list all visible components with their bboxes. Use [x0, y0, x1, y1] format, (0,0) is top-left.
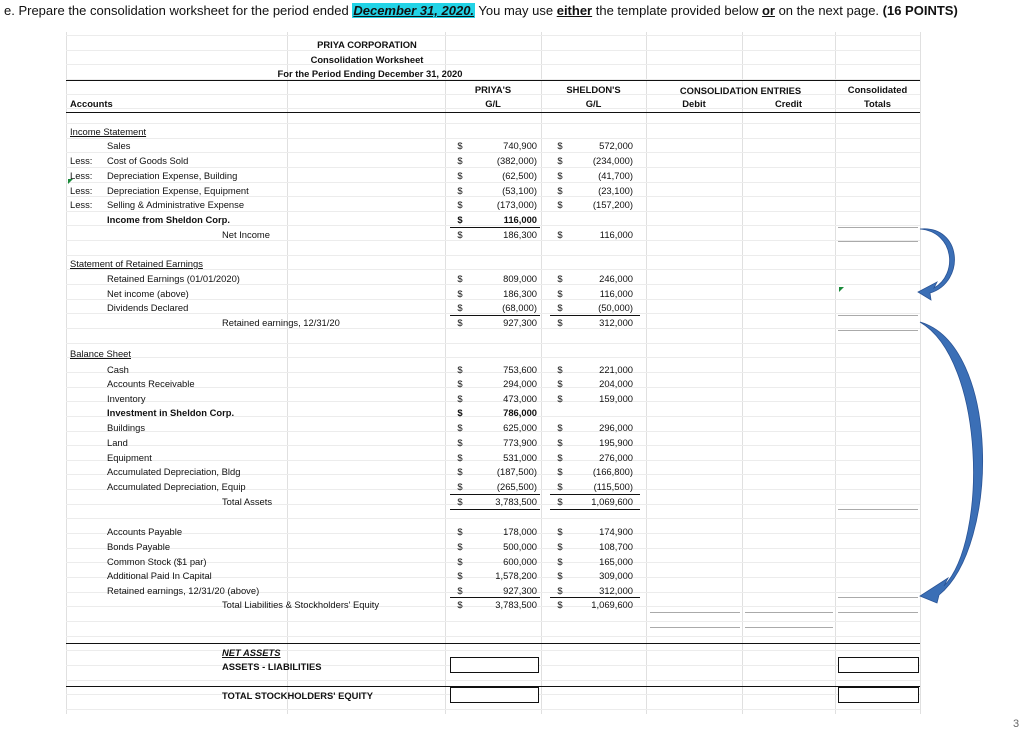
period-title: For the Period Ending December 31, 2020 [277, 68, 463, 79]
currency-symbol: $ [557, 496, 563, 507]
sheldon-value: 204,000 [599, 378, 633, 389]
sheldon-value: 309,000 [599, 570, 633, 581]
sheldon-value: 572,000 [599, 140, 633, 151]
points-label: (16 POINTS) [882, 3, 958, 18]
currency-symbol: $ [557, 437, 563, 448]
sheldon-value: 165,000 [599, 556, 633, 567]
row-label: Total Assets [222, 496, 273, 507]
row-label: Accounts Receivable [107, 378, 195, 389]
currency-symbol: $ [557, 556, 563, 567]
row-label: Cost of Goods Sold [107, 155, 189, 166]
sheldon-value: 108,700 [599, 541, 633, 552]
assets-minus-liabilities-label: ASSETS - LIABILITIES [222, 661, 322, 672]
currency-symbol: $ [457, 140, 463, 151]
row-prefix: Less: [70, 185, 93, 196]
consolidation-entries-header: CONSOLIDATION ENTRIES [679, 85, 802, 96]
currency-symbol: $ [557, 317, 563, 328]
row-label: Retained earnings, 12/31/20 [222, 317, 340, 328]
sheldon-value: 116,000 [599, 288, 633, 299]
currency-symbol: $ [457, 185, 463, 196]
row-label: Bonds Payable [107, 541, 171, 552]
priya-value: (68,000) [502, 302, 537, 313]
row-label: Accumulated Depreciation, Bldg [107, 466, 241, 477]
row-label: Investment in Sheldon Corp. [107, 407, 235, 418]
row-label: Additional Paid In Capital [107, 570, 212, 581]
priya-value: 500,000 [503, 541, 537, 552]
currency-symbol: $ [457, 585, 463, 596]
sheldon-value: (234,000) [592, 155, 633, 166]
sheldon-value: 246,000 [599, 273, 633, 284]
sheldon-value: (166,800) [592, 466, 633, 477]
row-label: Selling & Administrative Expense [107, 199, 245, 210]
sheldon-value: (23,100) [598, 185, 633, 196]
row-label: Depreciation Expense, Building [107, 170, 238, 181]
currency-symbol: $ [457, 556, 463, 567]
priya-header: PRIYA'S [474, 84, 512, 95]
row-label: Equipment [107, 452, 152, 463]
currency-symbol: $ [557, 288, 563, 299]
row-label: Dividends Declared [107, 302, 189, 313]
net-income-arrow [918, 229, 954, 300]
retained-earnings-arrow [920, 322, 983, 603]
row-label: Sales [107, 140, 131, 151]
currency-symbol: $ [457, 214, 463, 225]
row-label: Common Stock ($1 par) [107, 556, 207, 567]
currency-symbol: $ [557, 273, 563, 284]
currency-symbol: $ [557, 481, 563, 492]
currency-symbol: $ [457, 437, 463, 448]
priya-value: 773,900 [503, 437, 537, 448]
or-word: or [761, 3, 775, 18]
row-label: Income from Sheldon Corp. [107, 214, 230, 225]
sheldon-header-gl: G/L [585, 98, 602, 109]
priya-value: 186,300 [503, 288, 537, 299]
sheldon-value: 195,900 [599, 437, 633, 448]
row-label: Accumulated Depreciation, Equip [107, 481, 246, 492]
currency-symbol: $ [457, 481, 463, 492]
currency-symbol: $ [457, 273, 463, 284]
currency-symbol: $ [457, 302, 463, 313]
currency-symbol: $ [557, 393, 563, 404]
either-word: either [556, 3, 593, 18]
currency-symbol: $ [557, 599, 563, 610]
priya-value: 927,300 [503, 317, 537, 328]
row-prefix: Less: [70, 155, 93, 166]
row-label: Total Liabilities & Stockholders' Equity [222, 599, 380, 610]
sheldon-value: 116,000 [599, 229, 633, 240]
currency-symbol: $ [557, 185, 563, 196]
priya-value: 625,000 [503, 422, 537, 433]
accounts-header: Accounts [70, 98, 113, 109]
priya-value: 753,600 [503, 364, 537, 375]
debit-header: Debit [682, 98, 706, 109]
priya-value: 1,578,200 [495, 570, 537, 581]
page-number: 3 [1013, 718, 1020, 730]
priya-header-gl: G/L [485, 98, 501, 109]
credit-header: Credit [774, 98, 803, 109]
currency-symbol: $ [457, 378, 463, 389]
currency-symbol: $ [457, 570, 463, 581]
currency-symbol: $ [557, 199, 563, 210]
row-prefix: Less: [70, 170, 93, 181]
instruction-prefix: e. Prepare the consolidation worksheet for the period ended [4, 3, 353, 18]
currency-symbol: $ [457, 364, 463, 375]
sheldon-value: (41,700) [598, 170, 633, 181]
currency-symbol: $ [457, 541, 463, 552]
currency-symbol: $ [557, 229, 563, 240]
priya-value: (265,500) [496, 481, 537, 492]
priya-value: (382,000) [496, 155, 537, 166]
sheldon-value: 1,069,600 [591, 496, 633, 507]
sheldon-value: 312,000 [599, 317, 633, 328]
priya-value: 178,000 [503, 526, 537, 537]
row-label: Net income (above) [107, 288, 189, 299]
priya-value: 186,300 [503, 229, 537, 240]
row-label: Retained earnings, 12/31/20 (above) [107, 585, 260, 596]
currency-symbol: $ [557, 170, 563, 181]
consolidated-header: Consolidated [847, 84, 908, 95]
income-statement-heading: Income Statement [70, 126, 147, 137]
sheldon-header: SHELDON'S [566, 84, 621, 95]
currency-symbol: $ [457, 422, 463, 433]
totals-header: Totals [864, 98, 891, 109]
sheldon-value: 1,069,600 [591, 599, 633, 610]
priya-value: 473,000 [503, 393, 537, 404]
row-label: Land [107, 437, 128, 448]
currency-symbol: $ [457, 452, 463, 463]
row-label: Retained Earnings (01/01/2020) [107, 273, 240, 284]
currency-symbol: $ [557, 364, 563, 375]
currency-symbol: $ [557, 541, 563, 552]
currency-symbol: $ [457, 155, 463, 166]
currency-symbol: $ [557, 302, 563, 313]
currency-symbol: $ [457, 466, 463, 477]
sheldon-value: 221,000 [599, 364, 633, 375]
currency-symbol: $ [557, 378, 563, 389]
priya-value: 740,900 [503, 140, 537, 151]
currency-symbol: $ [557, 585, 563, 596]
currency-symbol: $ [457, 170, 463, 181]
currency-symbol: $ [457, 496, 463, 507]
row-label: Buildings [107, 422, 146, 433]
currency-symbol: $ [457, 317, 463, 328]
row-label: Depreciation Expense, Equipment [107, 185, 249, 196]
priya-value: 927,300 [503, 585, 537, 596]
currency-symbol: $ [457, 599, 463, 610]
currency-symbol: $ [457, 199, 463, 210]
currency-symbol: $ [457, 229, 463, 240]
currency-symbol: $ [557, 526, 563, 537]
currency-symbol: $ [457, 288, 463, 299]
priya-value: 600,000 [503, 556, 537, 567]
currency-symbol: $ [557, 452, 563, 463]
priya-value: (173,000) [496, 199, 537, 210]
currency-symbol: $ [557, 155, 563, 166]
row-label: Net Income [222, 229, 270, 240]
priya-value: (53,100) [502, 185, 537, 196]
highlighted-date: December 31, 2020. [353, 3, 475, 18]
sheldon-value: 174,900 [599, 526, 633, 537]
balance-sheet-heading: Balance Sheet [70, 348, 131, 359]
currency-symbol: $ [457, 393, 463, 404]
currency-symbol: $ [557, 422, 563, 433]
sheldon-value: 276,000 [599, 452, 633, 463]
currency-symbol: $ [457, 526, 463, 537]
instruction-middle: on the next page. [774, 3, 883, 18]
sheldon-value: (50,000) [598, 302, 633, 313]
currency-symbol: $ [557, 466, 563, 477]
currency-symbol: $ [557, 570, 563, 581]
currency-symbol: $ [557, 140, 563, 151]
priya-value: 809,000 [503, 273, 537, 284]
total-stockholders-equity-label: TOTAL STOCKHOLDERS' EQUITY [222, 690, 374, 701]
sheldon-value: 312,000 [599, 585, 633, 596]
priya-value: 3,783,500 [495, 599, 537, 610]
row-label: Inventory [107, 393, 146, 404]
priya-value: 116,000 [503, 214, 537, 225]
priya-value: 3,783,500 [495, 496, 537, 507]
sheldon-value: (115,500) [593, 481, 633, 492]
priya-value: 786,000 [503, 407, 537, 418]
sheldon-value: (157,200) [592, 199, 633, 210]
sheldon-value: 296,000 [599, 422, 633, 433]
priya-value: 531,000 [503, 452, 537, 463]
priya-value: 294,000 [503, 378, 537, 389]
row-label: Accounts Payable [107, 526, 183, 537]
priya-value: (187,500) [496, 466, 537, 477]
net-assets-label: NET ASSETS [222, 647, 281, 658]
company-name: PRIYA CORPORATION [317, 39, 417, 50]
row-prefix: Less: [70, 199, 93, 210]
instruction-middle: You may use [475, 3, 557, 18]
sheldon-value: 159,000 [599, 393, 633, 404]
currency-symbol: $ [457, 407, 463, 418]
worksheet-title: Consolidation Worksheet [310, 54, 424, 65]
instruction-middle: the template provided below [592, 3, 762, 18]
row-label: Cash [107, 364, 129, 375]
retained-earnings-heading: Statement of Retained Earnings [70, 258, 203, 269]
priya-value: (62,500) [502, 170, 537, 181]
